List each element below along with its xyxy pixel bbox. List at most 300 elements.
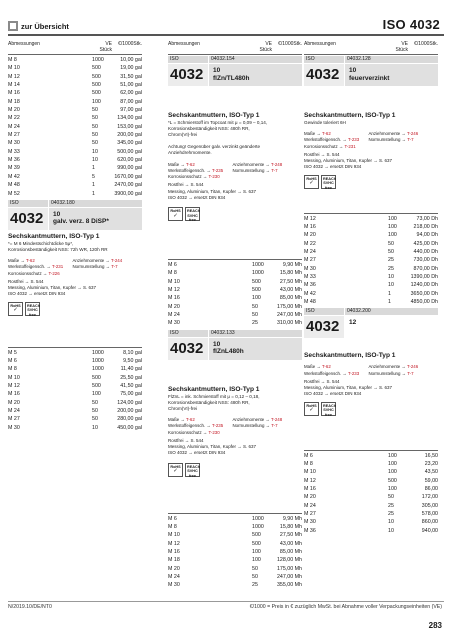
spec-list-left bbox=[304, 364, 364, 377]
size-cell: M 30 bbox=[168, 582, 180, 589]
spec-label: Anziehmomente → bbox=[368, 364, 407, 370]
spec-ref: T-235 bbox=[211, 167, 224, 173]
table-row bbox=[8, 56, 142, 64]
text-line: Rostfrei → S. 544 bbox=[168, 182, 204, 188]
price-cell: 450,00 gal bbox=[117, 424, 142, 431]
price-cell: 200,00 gal bbox=[117, 407, 142, 414]
vp-cell: 25 bbox=[388, 265, 394, 272]
size-cell: M 8 bbox=[168, 270, 177, 277]
size-cell: M 27 bbox=[8, 416, 20, 423]
price-cell: 73,00 Dh bbox=[416, 215, 438, 222]
table-row bbox=[304, 485, 438, 493]
spec-label: Anziehmomente → bbox=[72, 258, 111, 264]
table-row bbox=[8, 365, 142, 373]
price-header: €/1000Stk. bbox=[118, 41, 142, 47]
product-header-bar bbox=[304, 308, 438, 315]
table-row bbox=[168, 319, 302, 327]
product-grade bbox=[209, 338, 302, 360]
spec-ref: T-62 bbox=[321, 131, 331, 137]
size-cell: M 12 bbox=[8, 73, 20, 80]
vp-cell: 1000 bbox=[92, 366, 104, 373]
spec-ref: T-233 bbox=[347, 137, 360, 143]
text-line: ISO 4032 → ersetzt DIN 934 bbox=[304, 391, 362, 397]
table-row bbox=[8, 349, 142, 357]
vp-cell: 500 bbox=[92, 73, 101, 80]
size-header: Abmessungen bbox=[8, 41, 40, 47]
vp-cell: 1000 bbox=[252, 515, 264, 522]
vp-cell: 1 bbox=[388, 290, 391, 297]
spec-list-right bbox=[368, 131, 438, 150]
price-cell: 175,00 Mh bbox=[276, 303, 302, 310]
vp-cell: 100 bbox=[388, 215, 397, 222]
table-row bbox=[168, 515, 302, 523]
table-row bbox=[168, 573, 302, 581]
size-cell: M 12 bbox=[168, 540, 180, 547]
size-cell: M 6 bbox=[304, 452, 313, 459]
price-cell: 87,00 gal bbox=[120, 98, 142, 105]
price-cell: 27,50 Mh bbox=[279, 532, 302, 539]
table-row bbox=[8, 390, 142, 398]
overview-icon bbox=[8, 21, 18, 31]
spec-line bbox=[72, 264, 142, 270]
price-cell: 247,00 Mh bbox=[276, 574, 302, 580]
size-cell: M 20 bbox=[304, 494, 316, 501]
product-title bbox=[304, 316, 438, 338]
spec-references bbox=[168, 417, 302, 436]
vp-cell: 500 bbox=[92, 65, 101, 72]
spec-label: Korrosionsschutz → bbox=[168, 429, 209, 435]
vp-cell: 50 bbox=[92, 140, 98, 147]
price-cell: 43,50 bbox=[424, 469, 438, 476]
text-line: Messing, Aluminium, Titan, Kupfer → S. 637 bbox=[168, 188, 257, 194]
product-block bbox=[168, 330, 302, 360]
description-text bbox=[8, 241, 142, 253]
vp-cell: 10 bbox=[388, 527, 394, 534]
table-row bbox=[168, 269, 302, 277]
compliance-badges bbox=[304, 402, 438, 416]
price-cell: 9,90 Mh bbox=[282, 515, 302, 522]
price-table bbox=[168, 259, 302, 328]
size-cell: M 6 bbox=[168, 515, 177, 522]
price-cell: 43,00 Mh bbox=[279, 287, 302, 294]
vp-cell: 100 bbox=[92, 391, 101, 398]
product-block bbox=[168, 56, 302, 86]
vp-cell: 1000 bbox=[252, 262, 264, 269]
table-row bbox=[304, 298, 438, 306]
vp-cell: 50 bbox=[92, 123, 98, 130]
vp-cell: 1 bbox=[388, 299, 391, 306]
table-row bbox=[304, 273, 438, 281]
description-title: Sechskantmuttern, ISO-Typ 1 bbox=[8, 232, 100, 240]
spec-ref: T-7 bbox=[111, 264, 118, 270]
spec-ref: T-244 bbox=[110, 258, 123, 264]
product-grade bbox=[345, 64, 438, 86]
vp-cell: 50 bbox=[92, 407, 98, 414]
spec-references bbox=[168, 162, 302, 181]
coating-value: flZn/TL480h bbox=[213, 74, 250, 82]
size-cell: M 16 bbox=[168, 548, 180, 555]
size-cell: M 16 bbox=[8, 391, 20, 398]
vp-cell: 100 bbox=[388, 223, 397, 230]
vp-cell: 25 bbox=[252, 582, 258, 589]
vp-cell: 1000 bbox=[252, 270, 264, 277]
vp-cell: 50 bbox=[252, 303, 258, 310]
size-cell: M 36 bbox=[8, 157, 20, 164]
spec-label: Normumstellung → bbox=[72, 264, 112, 270]
product-header-bar bbox=[304, 56, 438, 63]
spec-ref: T-246 bbox=[406, 364, 419, 370]
price-cell: 172,00 bbox=[421, 494, 438, 501]
spec-list-right bbox=[232, 417, 302, 436]
vp-header: VE Stück bbox=[99, 41, 112, 53]
size-cell: M 52 bbox=[8, 190, 20, 197]
size-header: Abmessungen bbox=[304, 41, 336, 47]
size-cell: M 8 bbox=[8, 366, 17, 373]
price-cell: 620,00 gal bbox=[117, 157, 142, 164]
table-row bbox=[8, 73, 142, 81]
coating-value: flZnL480h bbox=[213, 348, 244, 356]
spec-ref: T-246 bbox=[406, 131, 419, 137]
text-line: Achtung! Gegenüber galv. verzinkt geänderte bbox=[168, 144, 261, 150]
cross-references bbox=[168, 438, 302, 457]
size-cell: M 33 bbox=[8, 148, 20, 155]
vp-cell: 100 bbox=[252, 548, 261, 555]
vp-cell: 100 bbox=[252, 295, 261, 302]
text-line: FlZnL = ink. Schmierstoff mit μ = 0,12 – 0,18, bbox=[168, 393, 260, 399]
size-cell: M 20 bbox=[8, 107, 20, 114]
size-cell: M 27 bbox=[304, 257, 316, 264]
price-cell: 870,00 Dh bbox=[413, 265, 438, 272]
compliance-badges bbox=[168, 207, 302, 221]
vp-cell: 10 bbox=[92, 148, 98, 155]
size-cell: M 30 bbox=[8, 140, 20, 147]
vp-cell: 500 bbox=[252, 278, 261, 285]
spec-label: Maße → bbox=[8, 258, 26, 264]
price-cell: 305,00 bbox=[421, 502, 438, 509]
table-row bbox=[8, 114, 142, 122]
size-cell: M 16 bbox=[8, 90, 20, 97]
size-cell: M 42 bbox=[304, 290, 316, 297]
text-line: Messing, Aluminium, Titan, Kupfer → S. 637 bbox=[168, 444, 257, 450]
price-cell: 2470,00 gal bbox=[114, 182, 142, 189]
product-title bbox=[168, 338, 302, 360]
table-row bbox=[304, 510, 438, 518]
table-row bbox=[304, 527, 438, 535]
vp-cell: 10 bbox=[92, 157, 98, 164]
article-code: 04032.133 bbox=[209, 330, 302, 337]
size-cell: M 24 bbox=[8, 123, 20, 130]
product-block bbox=[304, 56, 438, 86]
cross-references bbox=[304, 152, 438, 171]
text-line: Messing, Aluminium, Titan, Kupfer → S. 637 bbox=[304, 158, 393, 164]
size-cell: M 10 bbox=[8, 374, 20, 381]
size-header: Abmessungen bbox=[168, 41, 200, 47]
price-cell: 990,00 gal bbox=[117, 165, 142, 172]
table-row bbox=[304, 460, 438, 468]
table-row bbox=[8, 374, 142, 382]
spec-ref: T-7 bbox=[407, 137, 414, 143]
product-grade bbox=[209, 64, 302, 86]
price-cell: 10,00 gal bbox=[120, 57, 142, 63]
vp-cell: 50 bbox=[252, 312, 258, 319]
size-cell: M 36 bbox=[304, 282, 316, 289]
spec-label: Normumstellung → bbox=[368, 137, 408, 143]
size-cell: M 16 bbox=[304, 223, 316, 230]
product-grade bbox=[49, 208, 142, 230]
table-row bbox=[8, 399, 142, 407]
size-cell: M 27 bbox=[8, 132, 20, 139]
size-cell: M 20 bbox=[8, 399, 20, 406]
price-cell: 153,00 gal bbox=[117, 123, 142, 130]
text-line: Gewinde toleriert 6H bbox=[304, 120, 346, 125]
spec-label: Maße → bbox=[168, 161, 186, 167]
vp-cell: 100 bbox=[252, 557, 261, 564]
price-cell: 730,00 Dh bbox=[413, 257, 438, 264]
vp-cell: 25 bbox=[252, 320, 258, 327]
table-row bbox=[8, 139, 142, 147]
price-header: €/1000Stk. bbox=[414, 41, 438, 47]
spec-label: Werkstoffeigensch. → bbox=[8, 264, 52, 270]
text-line: Rostfrei → S. 544 bbox=[304, 151, 340, 157]
text-line: Rostfrei → S. 544 bbox=[168, 437, 204, 443]
table-row bbox=[8, 106, 142, 114]
size-cell: M 30 bbox=[168, 320, 180, 327]
table-row bbox=[304, 265, 438, 273]
text-line: *L = Schmierstoff im Topcoat mit μ = 0,09 – 0,14, bbox=[168, 120, 268, 125]
compliance-badges bbox=[168, 463, 302, 477]
size-cell: M 10 bbox=[168, 278, 180, 285]
vp-cell: 500 bbox=[252, 287, 261, 294]
rohs-badge: RoHS ✓ bbox=[168, 207, 183, 221]
table-row bbox=[168, 531, 302, 539]
price-cell: 175,00 Mh bbox=[276, 565, 302, 572]
reach-badge: REACh SVHC free bbox=[323, 176, 337, 190]
vp-cell: 50 bbox=[92, 399, 98, 406]
table-row bbox=[8, 123, 142, 131]
price-cell: 355,00 Mh bbox=[276, 582, 302, 589]
table-row bbox=[304, 502, 438, 510]
vp-cell: 100 bbox=[388, 469, 397, 476]
table-header bbox=[8, 41, 142, 55]
size-cell: M 12 bbox=[304, 215, 316, 222]
spec-line bbox=[368, 371, 438, 377]
spec-label: Normumstellung → bbox=[232, 167, 272, 173]
size-cell: M 42 bbox=[8, 173, 20, 180]
text-line: Anziehdrehmomente. bbox=[168, 150, 212, 156]
vp-cell: 500 bbox=[92, 82, 101, 89]
size-cell: M 33 bbox=[304, 274, 316, 280]
column-2 bbox=[168, 41, 302, 590]
vp-header: VE Stück bbox=[259, 41, 272, 53]
table-row bbox=[8, 81, 142, 89]
price-cell: 8,10 gal bbox=[123, 349, 142, 356]
spec-line bbox=[232, 423, 302, 429]
vp-cell: 10 bbox=[92, 424, 98, 431]
size-cell: M 10 bbox=[8, 65, 20, 72]
text-line: Chrom(VI)-frei bbox=[168, 406, 198, 411]
spec-ref: T-248 bbox=[270, 417, 283, 423]
product-block bbox=[8, 200, 142, 230]
price-table bbox=[168, 513, 302, 590]
back-label: zur Übersicht bbox=[21, 21, 69, 31]
size-cell: M 12 bbox=[168, 287, 180, 294]
size-cell: M 8 bbox=[304, 460, 313, 467]
vp-cell: 1 bbox=[92, 165, 95, 172]
table-row bbox=[304, 468, 438, 476]
price-cell: 97,00 gal bbox=[120, 107, 142, 114]
price-cell: 85,00 Mh bbox=[279, 295, 302, 302]
table-row bbox=[8, 173, 142, 181]
price-cell: 75,00 gal bbox=[120, 391, 142, 398]
size-cell: M 30 bbox=[304, 519, 316, 526]
table-row bbox=[8, 156, 142, 164]
compliance-badges bbox=[8, 302, 142, 316]
text-line: Korrosionsbeständigkeit NSS: 480h RR, bbox=[168, 399, 250, 405]
size-cell: M 24 bbox=[304, 248, 316, 255]
table-row bbox=[304, 290, 438, 298]
price-cell: 218,00 Dh bbox=[413, 223, 438, 230]
vp-cell: 10 bbox=[388, 519, 394, 526]
vp-header: VE Stück bbox=[395, 41, 408, 53]
table-row bbox=[168, 556, 302, 564]
vp-cell: 25 bbox=[388, 510, 394, 517]
rohs-badge: RoHS ✓ bbox=[168, 463, 183, 477]
product-title bbox=[8, 208, 142, 230]
back-to-overview-link[interactable] bbox=[8, 21, 69, 31]
spec-label: Anziehmomente → bbox=[368, 131, 407, 137]
spec-list-left bbox=[168, 162, 228, 181]
size-cell: M 6 bbox=[8, 357, 17, 364]
rohs-badge: RoHS ✓ bbox=[304, 402, 319, 416]
price-cell: 15,80 Mh bbox=[279, 270, 302, 277]
spec-ref: T-62 bbox=[185, 161, 195, 167]
product-header-bar bbox=[168, 330, 302, 337]
price-cell: 15,80 Mh bbox=[279, 523, 302, 530]
size-cell: M 5 bbox=[8, 349, 17, 356]
table-row bbox=[304, 256, 438, 264]
spec-line bbox=[8, 271, 68, 277]
spec-list-left bbox=[8, 258, 68, 277]
spec-line bbox=[168, 430, 228, 436]
spec-label: Korrosionsschutz → bbox=[304, 143, 345, 149]
spec-label: Normumstellung → bbox=[368, 370, 408, 376]
table-row bbox=[8, 148, 142, 156]
spec-label: Maße → bbox=[304, 364, 322, 370]
vp-cell: 500 bbox=[252, 532, 261, 539]
table-row bbox=[304, 452, 438, 460]
spec-ref: T-231 bbox=[51, 264, 64, 270]
price-cell: 86,00 bbox=[424, 485, 438, 492]
table-row bbox=[8, 415, 142, 423]
spec-line bbox=[232, 168, 302, 174]
vp-cell: 500 bbox=[92, 90, 101, 97]
price-cell: 41,50 gal bbox=[120, 382, 142, 389]
table-row bbox=[8, 64, 142, 72]
spec-label: Werkstoffeigensch. → bbox=[304, 370, 348, 376]
vp-cell: 5 bbox=[92, 173, 95, 180]
spec-ref: T-230 bbox=[208, 429, 220, 435]
price-cell: 62,00 gal bbox=[120, 90, 142, 97]
table-header bbox=[168, 41, 302, 55]
size-cell: M 20 bbox=[168, 303, 180, 310]
price-cell: 27,50 Mh bbox=[279, 278, 302, 285]
price-note: €/1000 = Preis in € zuzüglich MwSt. bei Abnahme voller Verpackungseinheiten (VE) bbox=[249, 604, 442, 610]
vp-cell: 1000 bbox=[252, 523, 264, 530]
size-cell: M 36 bbox=[304, 527, 316, 534]
size-cell: M 20 bbox=[168, 565, 180, 572]
vp-cell: 50 bbox=[92, 416, 98, 423]
grade-value: 10 bbox=[213, 340, 221, 348]
price-cell: 31,50 gal bbox=[120, 73, 142, 80]
table-row bbox=[8, 89, 142, 97]
price-cell: 310,00 Mh bbox=[276, 320, 302, 327]
table-row bbox=[8, 131, 142, 139]
spec-list-left bbox=[168, 417, 228, 436]
size-cell: M 12 bbox=[304, 477, 316, 484]
text-line: *= M 6 Mindestschichtdicke 5μ*, bbox=[8, 240, 74, 246]
coating-value: galv. verz. 8 DiSP* bbox=[53, 218, 109, 226]
table-row bbox=[8, 382, 142, 390]
vp-cell: 1 bbox=[92, 182, 95, 189]
article-code: 04032.200 bbox=[345, 308, 438, 315]
price-cell: 500,00 gal bbox=[117, 148, 142, 155]
vp-cell: 10 bbox=[388, 282, 394, 289]
table-row bbox=[304, 248, 438, 256]
vp-cell: 500 bbox=[388, 477, 397, 484]
table-row bbox=[8, 164, 142, 172]
price-cell: 19,00 gal bbox=[120, 65, 142, 72]
text-line: ISO 4032 → ersetzt DIN 934 bbox=[8, 291, 66, 297]
spec-ref: T-231 bbox=[344, 143, 356, 149]
spec-label: Korrosionsschutz → bbox=[168, 174, 209, 180]
text-line: Korrosionsbeständigkeit NSS: 72h WR, 120h RR bbox=[8, 246, 108, 252]
text-line: ISO 4032 → ersetzt DIN 934 bbox=[168, 194, 226, 200]
spec-label: Werkstoffeigensch. → bbox=[168, 167, 212, 173]
table-row bbox=[168, 278, 302, 286]
table-row bbox=[8, 181, 142, 189]
spec-list-left bbox=[304, 131, 364, 150]
grade-value: 10 bbox=[53, 210, 61, 218]
spec-label: Korrosionsschutz → bbox=[8, 270, 49, 276]
product-block bbox=[304, 308, 438, 338]
table-row bbox=[168, 303, 302, 311]
spec-references bbox=[304, 131, 438, 150]
column-1 bbox=[8, 41, 142, 432]
vp-cell: 100 bbox=[388, 460, 397, 467]
table-row bbox=[8, 98, 142, 106]
price-cell: 124,00 gal bbox=[117, 399, 142, 406]
price-cell: 578,00 bbox=[421, 510, 438, 517]
vp-cell: 100 bbox=[388, 232, 397, 239]
table-row bbox=[168, 523, 302, 531]
size-cell: M 10 bbox=[168, 532, 180, 539]
vp-cell: 25 bbox=[388, 257, 394, 264]
spec-line bbox=[168, 174, 228, 180]
vp-cell: 50 bbox=[252, 565, 258, 572]
price-cell: 247,00 Mh bbox=[276, 312, 302, 319]
grade-value: 10 bbox=[213, 67, 221, 74]
footer-divider bbox=[8, 601, 444, 602]
price-cell: 25,50 gal bbox=[120, 374, 142, 381]
spec-ref: T-7 bbox=[407, 370, 414, 376]
table-row bbox=[168, 565, 302, 573]
price-cell: 51,00 gal bbox=[120, 82, 142, 89]
size-cell: M 18 bbox=[8, 98, 20, 105]
size-cell: M 24 bbox=[304, 502, 316, 509]
price-cell: 4850,00 Dh bbox=[410, 299, 438, 306]
vp-cell: 10 bbox=[388, 274, 394, 280]
size-cell: M 10 bbox=[304, 469, 316, 476]
